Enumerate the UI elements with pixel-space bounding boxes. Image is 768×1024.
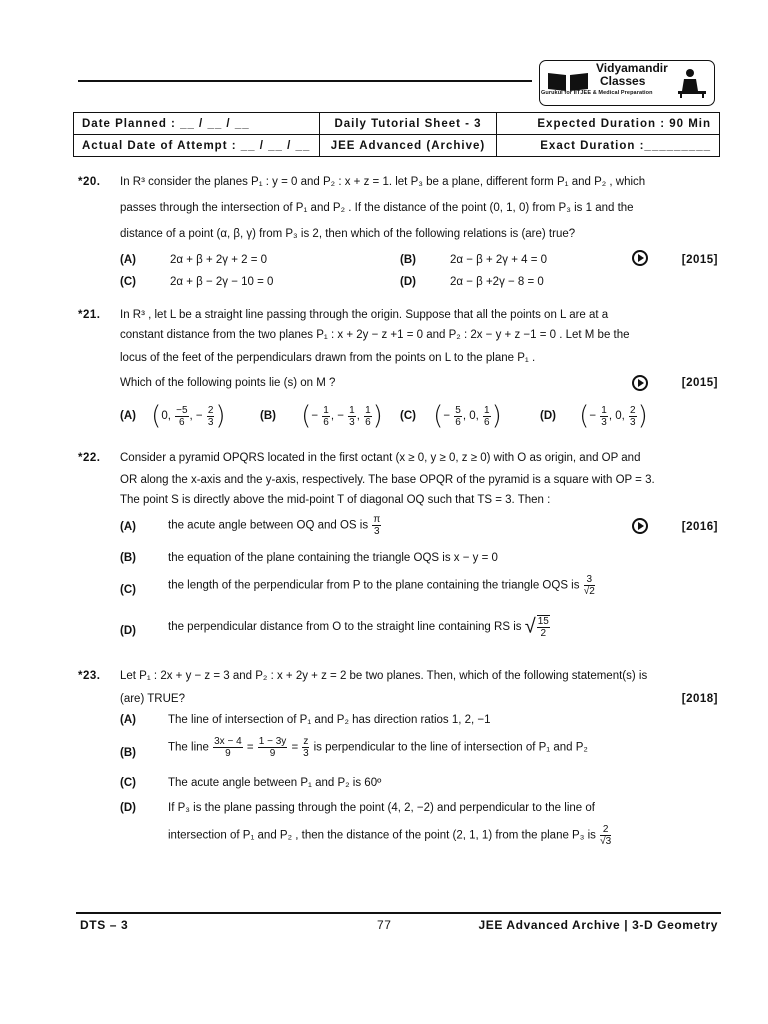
option-label-b: (B) bbox=[120, 747, 136, 759]
video-play-icon[interactable] bbox=[632, 250, 648, 266]
student-at-desk-icon bbox=[676, 67, 708, 99]
logo-tagline: Gurukul for IITJEE & Medical Preparation bbox=[541, 90, 653, 96]
question-text: Let P₁ : 2x + y − z = 3 and P₂ : x + 2y + z = 2 be two planes. Then, which of the following statement(s) is bbox=[120, 670, 648, 682]
option-d-continued: intersection of P₁ and P₂ , then the distance of the point (2, 1, 1) from the plane P₃ is $\frac{2}{√3}$ bbox=[168, 824, 612, 847]
question-text: (are) TRUE? bbox=[120, 693, 185, 705]
option-label-d: (D) bbox=[400, 276, 416, 288]
option-c: the length of the perpendicular from P to the plane containing the triangle OQS is $\frac{3}{√2}$ bbox=[168, 574, 595, 597]
year-tag: [2015] bbox=[681, 254, 718, 266]
footer-sheet-id: DTS – 3 bbox=[80, 918, 129, 932]
question-text: constant distance from the two planes P₁ : x + 2y − z +1 = 0 and P₂ : 2x − y + z −1 = 0 . Let M be the bbox=[120, 329, 630, 341]
page-number: 77 bbox=[377, 918, 392, 932]
logo-name-line2: Classes bbox=[600, 74, 646, 88]
info-table bbox=[73, 112, 720, 157]
option-label-a: (A) bbox=[120, 254, 136, 266]
year-tag: [2015] bbox=[681, 377, 718, 389]
option-a: (A) (0, $\frac{-5}{6}$ , − $\frac{2}{3}$ ) bbox=[120, 401, 226, 431]
option-c: 2α + β − 2γ − 10 = 0 bbox=[170, 276, 274, 288]
question-text: passes through the intersection of P₁ and P₂ . If the distance of the point (0, 1, 0) from P₃ is 1 and the bbox=[120, 202, 634, 214]
option-label-d: (D) bbox=[120, 625, 136, 637]
header-rule bbox=[78, 80, 532, 82]
question-text: In R³ , let L be a straight line passing through the origin. Suppose that all the points on L are at a bbox=[120, 309, 609, 321]
actual-date: Actual Date of Attempt : __ / __ / __ bbox=[74, 135, 320, 157]
option-c: (C) (− $\frac{5}{6}$ , 0, $\frac{1}{6}$ ) bbox=[400, 401, 502, 431]
question-text: The point S is directly above the mid-point T of diagonal OQ such that TS = 3. Then : bbox=[120, 494, 551, 506]
option-a: The line of intersection of P₁ and P₂ has direction ratios 1, 2, −1 bbox=[168, 714, 491, 726]
option-label-a: (A) bbox=[120, 410, 136, 423]
question-text: In R³ consider the planes P₁ : y = 0 and P₂ : x + z = 1. let P₃ be a plane, different form P₁ and P₂ , which bbox=[120, 176, 646, 188]
option-b: the equation of the plane containing the triangle OQS is x − y = 0 bbox=[168, 552, 498, 564]
question-text: OR along the x-axis and the y-axis, respectively. The base OPQR of the pyramid is a square with OP = 3. bbox=[120, 474, 655, 486]
logo-name bbox=[596, 62, 668, 88]
question-text: locus of the feet of the perpendiculars drawn from the points on L to the plane P₁ . bbox=[120, 352, 536, 364]
option-label-a: (A) bbox=[120, 714, 136, 726]
option-label-b: (B) bbox=[400, 254, 416, 266]
question-text: Consider a pyramid OPQRS located in the first octant (x ≥ 0, y ≥ 0, z ≥ 0) with O as origin, and OP and bbox=[120, 452, 641, 464]
option-d: the perpendicular distance from O to the straight line containing RS is √ $\frac{15}{2}$ bbox=[168, 615, 549, 639]
option-a: 2α + β + 2γ + 2 = 0 bbox=[170, 254, 268, 266]
sheet-title: Daily Tutorial Sheet - 3 bbox=[320, 113, 497, 135]
question-number: *21. bbox=[78, 309, 101, 321]
option-label-c: (C) bbox=[120, 777, 136, 789]
year-tag: [2016] bbox=[681, 521, 718, 533]
archive-label: JEE Advanced (Archive) bbox=[320, 135, 497, 157]
option-d: 2α − β +2γ − 8 = 0 bbox=[450, 276, 544, 288]
question-number: *20. bbox=[78, 176, 101, 188]
year-tag: [2018] bbox=[681, 693, 718, 705]
option-c: The acute angle between P₁ and P₂ is 60º bbox=[168, 777, 382, 789]
option-label-c: (C) bbox=[120, 584, 136, 596]
date-planned: Date Planned : __ / __ / __ bbox=[74, 113, 320, 135]
exact-duration: Exact Duration :_________ bbox=[497, 135, 720, 157]
option-b: 2α − β + 2γ + 4 = 0 bbox=[450, 254, 548, 266]
option-label-a: (A) bbox=[120, 521, 136, 533]
option-a: the acute angle between OQ and OS is $\frac{\pi}{3}$ bbox=[168, 514, 381, 537]
option-label-d: (D) bbox=[120, 802, 136, 814]
option-label-c: (C) bbox=[400, 410, 416, 423]
option-b: The line $\frac{3x - 4}{9}$ = $\frac{1 - 3y}{9}$ = $\frac{z}{3}$ is perpendicular to the line of intersection of P₁ and P₂ bbox=[168, 736, 588, 759]
video-play-icon[interactable] bbox=[632, 375, 648, 391]
footer-rule bbox=[76, 912, 721, 914]
question-number: *22. bbox=[78, 452, 101, 464]
question-number: *23. bbox=[78, 670, 101, 682]
option-label-d: (D) bbox=[540, 410, 556, 423]
option-b: (B) (− $\frac{1}{6}$ , − $\frac{1}{3}$ , $\frac{1}{6}$ ) bbox=[260, 401, 383, 431]
logo-name-line1: Vidyamandir bbox=[596, 61, 668, 75]
question-text: Which of the following points lie (s) on M ? bbox=[120, 377, 336, 389]
option-label-c: (C) bbox=[120, 276, 136, 288]
option-d: (D) (− $\frac{1}{3}$ , 0, $\frac{2}{3}$ ) bbox=[540, 401, 648, 431]
video-play-icon[interactable] bbox=[632, 518, 648, 534]
option-d: If P₃ is the plane passing through the point (4, 2, −2) and perpendicular to the line of bbox=[168, 802, 595, 814]
question-text: distance of a point (α, β, γ) from P₃ is 2, then which of the following relations is (are) true? bbox=[120, 228, 576, 240]
option-label-b: (B) bbox=[260, 410, 276, 423]
footer-title: JEE Advanced Archive | 3-D Geometry bbox=[478, 918, 718, 932]
expected-duration: Expected Duration : 90 Min bbox=[497, 113, 720, 135]
option-label-b: (B) bbox=[120, 552, 136, 564]
